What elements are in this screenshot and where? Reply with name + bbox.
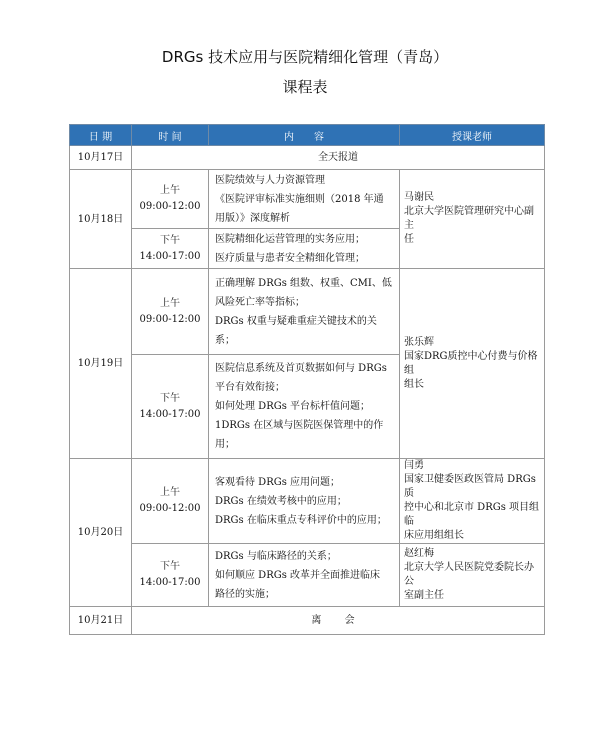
time-label: 下午 — [160, 561, 180, 572]
schedule-table — [69, 124, 545, 635]
content-cell — [209, 170, 400, 229]
teacher-name: 赵红梅 — [404, 548, 434, 559]
content-line: 医院精细化运营管理的实务应用； — [215, 233, 365, 245]
teacher-title: 国家DRG质控中心付费与价格组 — [404, 350, 538, 376]
header-row — [70, 125, 545, 146]
table-row — [70, 269, 545, 355]
content-line: 正确理解 DRGs 组数、权重、CMI、低 — [215, 277, 392, 289]
time-cell — [132, 544, 209, 607]
time-label: 下午 — [160, 234, 180, 246]
teacher-name: 闫勇 — [404, 460, 424, 471]
content-line: DRGs 与临床路径的关系； — [215, 550, 337, 562]
time-cell — [132, 459, 209, 544]
time-label: 上午 — [160, 185, 180, 196]
document-title: DRGs 技术应用与医院精细化管理（青岛） — [161, 48, 449, 66]
teacher-cell — [400, 459, 545, 544]
time-range: 09:00-12:00 — [139, 503, 201, 514]
teacher-title: 控中心和北京市 DRGs 项目组临 — [404, 502, 540, 527]
content-cell — [209, 544, 400, 607]
time-range: 09:00-12:00 — [139, 201, 201, 212]
content-line: DRGs 在绩效考核中的应用； — [215, 495, 347, 507]
content-line: 医院信息系统及首页数据如何与 DRGs — [215, 363, 387, 374]
date-cell: 10月17日 — [70, 146, 132, 170]
time-cell — [132, 229, 209, 269]
content-line: DRGs 权重与疑难重症关键技术的关 — [215, 315, 377, 327]
content-line: 系； — [215, 334, 235, 346]
content-line: 用； — [215, 439, 235, 450]
teacher-title: 室副主任 — [404, 590, 444, 601]
teacher-cell — [400, 269, 545, 459]
teacher-title: 任 — [404, 234, 414, 245]
teacher-title: 组长 — [404, 378, 424, 390]
content-line: 如何处理 DRGs 平台标杆值问题； — [215, 401, 371, 412]
table-row — [70, 146, 545, 170]
content-line: DRGs 在临床重点专科评价中的应用； — [215, 514, 387, 526]
time-label: 上午 — [160, 487, 180, 498]
content-cell — [209, 459, 400, 544]
content-line: 风险死亡率等指标； — [215, 296, 305, 308]
content-line: 如何顺应 DRGs 改革并全面推进临床 — [215, 569, 381, 581]
content-line: 用版）》深度解析 — [215, 212, 290, 224]
table-row — [70, 544, 545, 607]
teacher-name: 张乐辉 — [404, 336, 434, 348]
teacher-title: 床应用组组长 — [404, 530, 464, 541]
content-line: 医院绩效与人力资源管理 — [215, 174, 325, 186]
teacher-title: 北京大学医院管理研究中心副主 — [404, 206, 534, 231]
time-cell — [132, 269, 209, 355]
time-range: 14:00-17:00 — [139, 408, 201, 420]
header-content: 内 容 — [209, 125, 400, 146]
time-cell — [132, 355, 209, 459]
teacher-cell — [400, 170, 545, 269]
time-label: 上午 — [160, 297, 180, 309]
header-time: 时 间 — [132, 125, 209, 146]
time-range: 09:00-12:00 — [139, 313, 201, 325]
content-line: 医疗质量与患者安全精细化管理； — [215, 252, 365, 264]
time-cell — [132, 170, 209, 229]
content-line: 《医院评审标准实施细则（2018 年通 — [215, 193, 384, 205]
date-cell: 10月19日 — [70, 269, 132, 459]
header-date: 日 期 — [70, 125, 132, 146]
table-row — [70, 459, 545, 544]
content-line: 1DRGs 在区域与医院医保管理中的作 — [215, 420, 384, 431]
content-line: 平台有效衔接； — [215, 382, 285, 393]
content-line: 客观看待 DRGs 应用问题； — [215, 476, 341, 488]
date-cell: 10月20日 — [70, 459, 132, 607]
date-cell: 10月18日 — [70, 170, 132, 269]
header-teacher: 授课老师 — [400, 125, 545, 146]
teacher-name: 马谢民 — [404, 192, 434, 203]
table-row — [70, 607, 545, 635]
document-subtitle: 课程表 — [282, 78, 328, 96]
time-range: 14:00-17:00 — [139, 250, 201, 262]
teacher-title: 北京大学人民医院党委院长办公 — [404, 562, 534, 587]
content-cell: 离 会 — [132, 607, 545, 635]
table-row — [70, 170, 545, 229]
content-cell — [209, 355, 400, 459]
time-range: 14:00-17:00 — [139, 577, 201, 588]
content-line: 路径的实施； — [215, 588, 275, 600]
content-cell — [209, 269, 400, 355]
teacher-cell — [400, 544, 545, 607]
content-cell — [209, 229, 400, 269]
content-cell: 全天报道 — [132, 146, 545, 170]
date-cell: 10月21日 — [70, 607, 132, 635]
time-label: 下午 — [160, 392, 180, 404]
teacher-title: 国家卫健委医政医管局 DRGs 质 — [404, 474, 536, 499]
